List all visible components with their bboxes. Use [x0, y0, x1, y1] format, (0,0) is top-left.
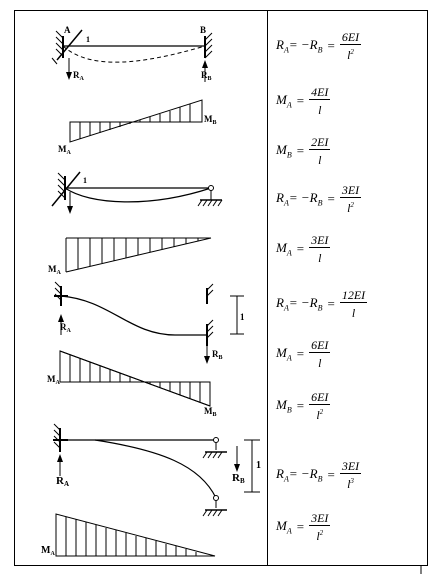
case4-moment-a-label: $M_A$ [41, 545, 55, 557]
case4-moment-diagram [41, 514, 215, 557]
formula-fraction [309, 338, 330, 370]
formula-lhs: $R_A$ [276, 190, 289, 208]
formula-9 [276, 459, 361, 491]
formula-4 [276, 183, 361, 215]
formula-denominator: l [318, 103, 322, 117]
case4-unit-displacement-label: 1 [256, 460, 261, 471]
formula-numerator: 6EI [341, 30, 360, 44]
case2-moment-diagram [48, 238, 211, 276]
formula-equals: = [296, 346, 305, 361]
formula-equals: = [327, 467, 335, 482]
case4-reaction-a-label: RA [56, 475, 70, 488]
formula-1 [276, 30, 361, 62]
formula-lhs: $M_A$ [276, 92, 292, 110]
formula-numerator: 6EI [311, 390, 329, 404]
moment-b-label: $M_B$ [204, 114, 217, 126]
node-a-label: A [64, 25, 71, 35]
formula-denominator: $l^2$ [316, 529, 324, 543]
case2-unit-rotation-label: 1 [83, 176, 87, 185]
formula-fraction [309, 390, 330, 422]
case3-moment-a-label: $M_A$ [47, 374, 60, 386]
formula-equals: = [296, 398, 305, 413]
formula-lhs: $M_B$ [276, 397, 292, 415]
formula-denominator: l [318, 251, 322, 265]
case1-moment-diagram [58, 100, 217, 156]
formula-equals: = [327, 296, 335, 311]
formula-denominator: $l^3$ [347, 477, 354, 491]
formula-denominator: l [351, 306, 356, 320]
formula-fraction [309, 135, 330, 167]
case3-moment-diagram [47, 351, 217, 418]
formula-8 [276, 390, 330, 422]
formula-lhs: $M_A$ [276, 518, 292, 536]
formula-fraction [309, 511, 330, 543]
formula-equals: = [296, 93, 305, 108]
case2-moment-a-label: $M_A$ [48, 264, 61, 276]
case2-beam-diagram [52, 172, 222, 210]
formula-7 [276, 338, 330, 370]
formula-fraction [309, 85, 330, 117]
node-b-label: B [200, 25, 207, 35]
formula-denominator: l [318, 153, 322, 167]
formula-numerator: 3EI [311, 511, 329, 525]
case3-moment-b-label: $M_B$ [204, 406, 217, 418]
formula-lhs: $M_A$ [276, 345, 292, 363]
formula-fraction [340, 459, 361, 491]
formula-lhs: $R_A$ [276, 37, 289, 55]
case4-reaction-b-label: RB [232, 472, 245, 485]
formula-fraction [340, 30, 361, 62]
formula-equals: = [327, 191, 335, 206]
formula-mid: = $-R_B$ [288, 295, 323, 313]
formula-mid: = $-R_B$ [288, 190, 323, 208]
formula-fraction [340, 288, 367, 320]
formula-numerator: 12EI [341, 288, 366, 302]
reaction-b-label: $R_B$ [201, 70, 212, 82]
formula-numerator: 6EI [311, 338, 329, 352]
formula-denominator: $l^2$ [347, 48, 354, 62]
formula-equals: = [327, 38, 335, 53]
case1-beam-diagram [52, 25, 212, 82]
reaction-a-label: $R_A$ [73, 70, 84, 82]
formula-fraction [340, 183, 361, 215]
formula-denominator: l [318, 356, 322, 370]
formula-numerator: 4EI [311, 85, 329, 99]
formula-lhs: $M_A$ [276, 240, 292, 258]
formula-denominator: $l^2$ [316, 408, 324, 422]
formula-numerator: 3EI [341, 459, 360, 473]
formula-mid: = $-R_B$ [288, 37, 323, 55]
case3-reaction-b-label: $R_B$ [212, 349, 223, 361]
formula-equals: = [296, 241, 305, 256]
formula-mid: = $-R_B$ [288, 466, 323, 484]
formula-equals: = [296, 143, 305, 158]
moment-a-label: $M_A$ [58, 144, 71, 156]
formula-denominator: $l^2$ [347, 201, 354, 215]
formula-numerator: 3EI [341, 183, 360, 197]
case3-reaction-a-label: $R_A$ [60, 322, 71, 334]
formula-6 [276, 288, 367, 320]
formula-fraction [309, 233, 330, 265]
case4-beam-diagram [53, 424, 261, 516]
formula-numerator: 2EI [311, 135, 329, 149]
formula-2 [276, 85, 330, 117]
case3-beam-diagram [54, 282, 245, 361]
formula-10 [276, 511, 330, 543]
formula-lhs: $R_A$ [276, 295, 289, 313]
formula-lhs: $M_B$ [276, 142, 292, 160]
formula-3 [276, 135, 330, 167]
formula-equals: = [296, 519, 305, 534]
unit-rotation-label: 1 [86, 35, 90, 44]
formula-5 [276, 233, 330, 265]
case3-unit-displacement-label: 1 [240, 312, 245, 322]
formula-lhs: $R_A$ [276, 466, 289, 484]
formula-numerator: 3EI [311, 233, 329, 247]
